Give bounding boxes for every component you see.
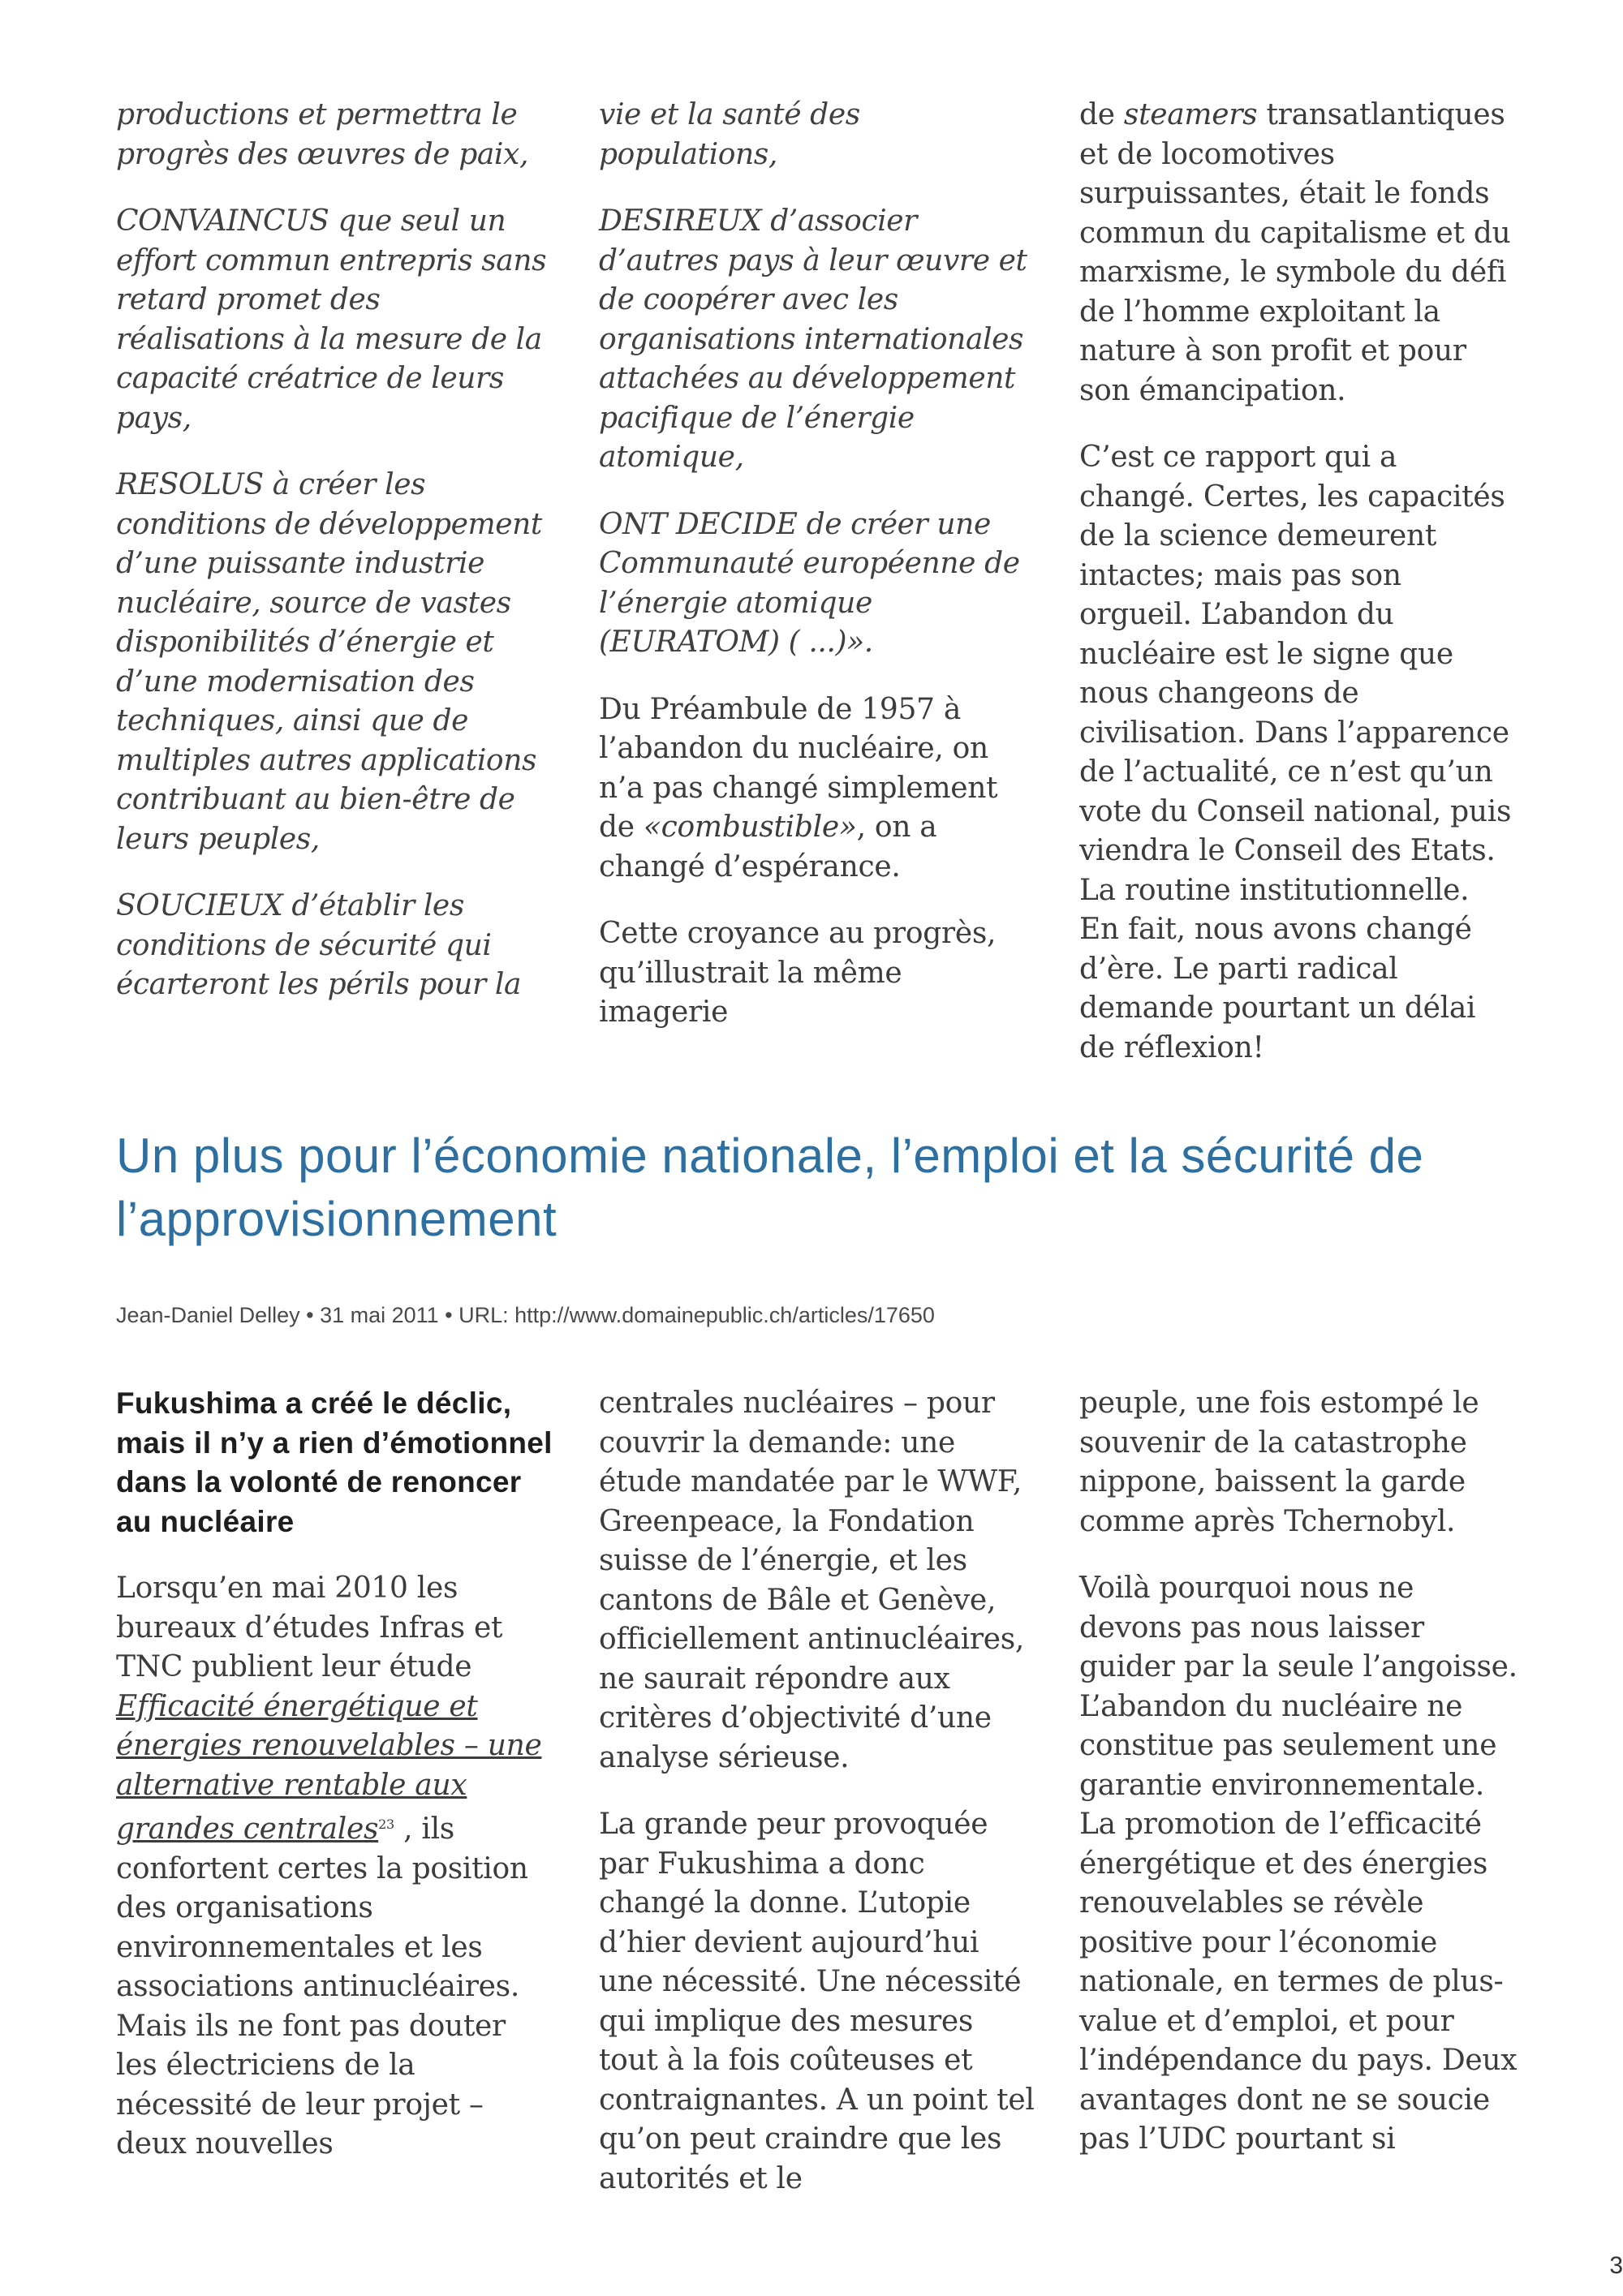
article-byline: Jean-Daniel Delley • 31 mai 2011 • URL: http://www.domainepublic.ch/articles/17650 [116, 1303, 935, 1327]
paragraph [1079, 96, 1518, 411]
upper-column-3 [1079, 96, 1518, 1095]
paragraph: Voilà pourquoi nous ne devons pas nous laisser guider par la seule l’angoisse. L’abandon du nucléaire ne constitue pas seulement une garantie environnementale. La promotion de l’efficacité énergétique et des énergies renouvelables se révèle positive pour l’économie nationale, en termes de plus-value et d’emploi, et pour l’indépendance du pays. Deux avantages dont ne se soucie pas l’UDC pourtant si [1079, 1572, 1518, 2156]
paragraph: DESIREUX d’associer d’autres pays à leur œuvre et de coopérer avec les organisations internationales attachées au développement pacifique de l’énergie atomique, [599, 204, 1027, 474]
text-run: , ils confortent certes la position des organisations environnementales et les associations antinucléaires. Mais ils ne font pas douter les électriciens de la nécessité de leur projet – deux nouvelles [116, 1812, 528, 2161]
emphasis: steamers [1123, 98, 1258, 131]
paragraph: C’est ce rapport qui a changé. Certes, les capacités de la science demeurent intactes; mais pas son orgueil. L’abandon du nucléaire est le signe que nous changeons de civilisation. Dans l’apparence de l’actualité, ce n’est qu’un vote du Conseil national, puis viendra le Conseil des Etats. La routine institutionnelle. En fait, nous avons changé d’ère. Le parti radical demande pourtant un délai de réflexion! [1079, 441, 1512, 1064]
page-number: 3 [1609, 2252, 1623, 2279]
emphasis: «combustible» [643, 810, 857, 844]
paragraph: SOUCIEUX d’établir les conditions de sécurité qui écarteront les périls pour la [116, 889, 522, 1001]
article-title: Un plus pour l’économie nationale, l’emploi et la sécurité de l’approvisionnement [116, 1129, 1424, 1246]
paragraph: peuple, une fois estompé le souvenir de la catastrophe nippone, baissent la garde comme après Tchernobyl. [1079, 1387, 1479, 1538]
text-run: Du Préambule de 1957 à l’abandon du nucléaire, on n’a pas changé simplement de [599, 692, 998, 844]
paragraph: CONVAINCUS que seul un effort commun entrepris sans retard promet des réalisations à la mesure de la capacité créatrice de leurs pays, [116, 204, 547, 435]
text-run: de [1079, 98, 1124, 131]
paragraph: centrales nucléaires – pour couvrir la demande: une étude mandatée par le WWF, Greenpeace, la Fondation suisse de l’énergie, et les cantons de Bâle et Genève, officiellement antinucléaires, ne saurait répondre aux critères d’objectivité d’une analyse sérieuse. [599, 1387, 1025, 1774]
paragraph: ONT DECIDE de créer une Communauté européenne de l’énergie atomique (EURATOM) ( ...)». [599, 507, 1020, 659]
study-link[interactable]: Efficacité énergétique et énergies renouvelables – une alternative rentable aux grandes centrales [116, 1689, 542, 1846]
upper-column-2 [599, 96, 1037, 1060]
footnote-marker[interactable]: 23 [378, 1817, 394, 1832]
article-column-2 [599, 1384, 1037, 2226]
paragraph [599, 690, 1037, 888]
article-column-1 [116, 1384, 554, 2192]
paragraph: productions et permettra le progrès des œuvres de paix, [116, 98, 528, 171]
text-run: Lorsqu’en mai 2010 les bureaux d’études Infras et TNC publient leur étude [116, 1572, 503, 1683]
paragraph: vie et la santé des populations, [599, 98, 860, 171]
paragraph: RESOLUS à créer les conditions de développement d’une puissante industrie nucléaire, source de vastes disponibilités d’énergie et d’une modernisation des techniques, ainsi que de multiples autres applications contribuant au bien-être de leurs peuples, [116, 468, 542, 856]
paragraph: Cette croyance au progrès, qu’illustrait la même imagerie [599, 917, 997, 1029]
upper-column-1 [116, 96, 554, 1033]
article-lead: Fukushima a créé le déclic, mais il n’y a rien d’émotionnel dans la volonté de renoncer au nucléaire [116, 1387, 553, 1538]
paragraph: La grande peur provoquée par Fukushima a donc changé la donne. L’utopie d’hier devient aujourd’hui une nécessité. Une nécessité qui implique des mesures tout à la fois coûteuses et contraignantes. A un point tel qu’on peut craindre que les autorités et le [599, 1808, 1035, 2195]
article-column-3 [1079, 1384, 1518, 2187]
text-run: , on a changé d’espérance. [599, 810, 937, 884]
paragraph [116, 1569, 554, 2165]
text-run: transatlantiques et de locomotives surpuissantes, était le fonds commun du capitalisme et du marxisme, le symbole du défi de l’homme exploitant la nature à son profit et pour son émancipation. [1079, 98, 1511, 407]
